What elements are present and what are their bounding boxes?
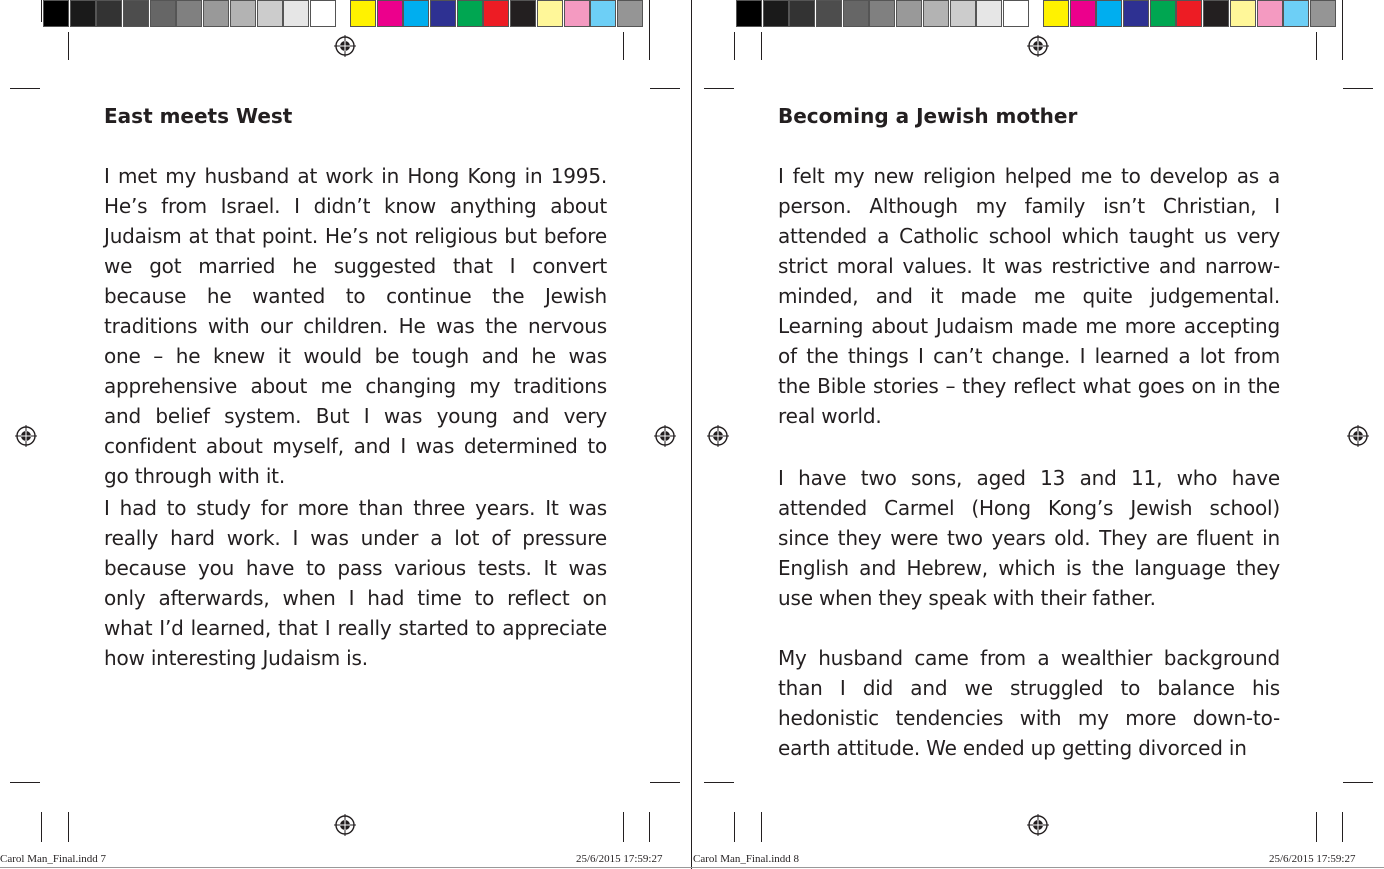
color-swatch [403, 0, 429, 27]
registration-mark-icon [1027, 35, 1049, 57]
color-swatch [1070, 0, 1096, 27]
crop-mark [1316, 812, 1317, 842]
color-swatch [1230, 0, 1256, 27]
color-swatch [763, 0, 789, 27]
color-swatch-bar-right [1043, 0, 1337, 27]
crop-mark [41, 812, 42, 842]
color-swatch [483, 0, 509, 27]
color-swatch [1096, 0, 1122, 27]
color-swatch [590, 0, 616, 27]
registration-mark-icon [707, 425, 729, 447]
crop-mark [623, 32, 624, 60]
left-page-heading: East meets West [104, 104, 293, 128]
color-swatch [537, 0, 563, 27]
color-swatch [1150, 0, 1176, 27]
color-swatch [176, 0, 202, 27]
color-swatch [1003, 0, 1029, 27]
registration-mark-icon [654, 425, 676, 447]
color-swatch [283, 0, 309, 27]
color-swatch [257, 0, 283, 27]
color-swatch [1043, 0, 1069, 27]
color-swatch [923, 0, 949, 27]
color-swatch [736, 0, 762, 27]
color-swatch-bar-left [350, 0, 644, 27]
left-page-paragraph-2: I had to study for more than three years. It was really hard work. I was under a lot of pressure because you have to pass various tests. It was only afterwards, when I had time to reflect on what I’d learned, that I really started to appreciate how interesting Judaism is. [104, 496, 607, 670]
right-slug-timestamp: 25/6/2015 17:59:27 [1269, 853, 1356, 865]
crop-mark [761, 32, 762, 60]
left-slug-filename: Carol Man_Final.indd 7 [0, 853, 107, 865]
crop-mark [41, 0, 42, 22]
right-slug-filename: Carol Man_Final.indd 8 [693, 853, 800, 865]
crop-mark [68, 812, 69, 842]
registration-mark-icon [15, 425, 37, 447]
color-swatch [457, 0, 483, 27]
color-swatch [310, 0, 336, 27]
color-swatch [1176, 0, 1202, 27]
color-swatch [123, 0, 149, 27]
color-swatch [816, 0, 842, 27]
right-page-paragraph-3: My husband came from a wealthier background than I did and we struggled to balance his hedonistic tendencies with my more down-to-earth attitude. We ended up getting divorced in [778, 646, 1280, 760]
crop-mark [10, 88, 40, 89]
slug-rule [0, 867, 1384, 868]
color-swatch [869, 0, 895, 27]
crop-mark [761, 812, 762, 842]
color-swatch [377, 0, 403, 27]
left-slug-timestamp: 25/6/2015 17:59:27 [576, 853, 663, 865]
left-page-paragraph-1: I met my husband at work in Hong Kong in 1995. He’s from Israel. I didn’t know anything about Judaism at that point. He’s not religious but before we got married he suggested that I convert because he wanted to continue the Jewish traditions with our children. He was the nervous one – he knew it would be tough and he was apprehensive about me changing my traditions and belief system. But I was young and very confident about myself, and I was determined to go through with it. [104, 164, 607, 488]
color-swatch [1123, 0, 1149, 27]
crop-mark [704, 782, 734, 783]
color-swatch [230, 0, 256, 27]
crop-mark [650, 782, 680, 783]
color-swatch [843, 0, 869, 27]
grayscale-swatch-bar-left [43, 0, 337, 27]
crop-mark [1343, 88, 1373, 89]
color-swatch [1310, 0, 1336, 27]
crop-mark [1342, 0, 1343, 60]
crop-mark [649, 812, 650, 842]
crop-mark [623, 812, 624, 842]
crop-mark [68, 32, 69, 60]
color-swatch [1203, 0, 1229, 27]
color-swatch [510, 0, 536, 27]
color-swatch [564, 0, 590, 27]
crop-mark [10, 782, 40, 783]
right-page-paragraph-2: I have two sons, aged 13 and 11, who have attended Carmel (Hong Kong’s Jewish school) since they were two years old. They are fluent in English and Hebrew, which is the language they use when they speak with their father. [778, 466, 1280, 610]
crop-mark [734, 32, 735, 60]
registration-mark-icon [1027, 814, 1049, 836]
color-swatch [1283, 0, 1309, 27]
crop-mark [1342, 812, 1343, 842]
registration-mark-icon [1347, 425, 1369, 447]
color-swatch [203, 0, 229, 27]
color-swatch [1257, 0, 1283, 27]
color-swatch [430, 0, 456, 27]
color-swatch [70, 0, 96, 27]
color-swatch [350, 0, 376, 27]
registration-mark-icon [334, 35, 356, 57]
crop-mark [1316, 32, 1317, 60]
color-swatch [789, 0, 815, 27]
crop-mark [1343, 782, 1373, 783]
color-swatch [896, 0, 922, 27]
registration-mark-icon [334, 814, 356, 836]
grayscale-swatch-bar-right [736, 0, 1030, 27]
crop-mark [704, 88, 734, 89]
crop-mark [649, 0, 650, 60]
color-swatch [950, 0, 976, 27]
right-page-paragraph-1: I felt my new religion helped me to develop as a person. Although my family isn’t Christian, I attended a Catholic school which taught us very strict moral values. It was restrictive and narrow-minded, and it made me quite judgemental. Learning about Judaism made me more accepting of the things I can’t change. I learned a lot from the Bible stories – they reflect what goes on in the real world. [778, 164, 1280, 428]
color-swatch [43, 0, 69, 27]
color-swatch [96, 0, 122, 27]
crop-mark [734, 812, 735, 842]
color-swatch [617, 0, 643, 27]
right-page-heading: Becoming a Jewish mother [778, 104, 1078, 128]
crop-mark [650, 88, 680, 89]
color-swatch [150, 0, 176, 27]
spine-line [691, 0, 692, 869]
color-swatch [976, 0, 1002, 27]
